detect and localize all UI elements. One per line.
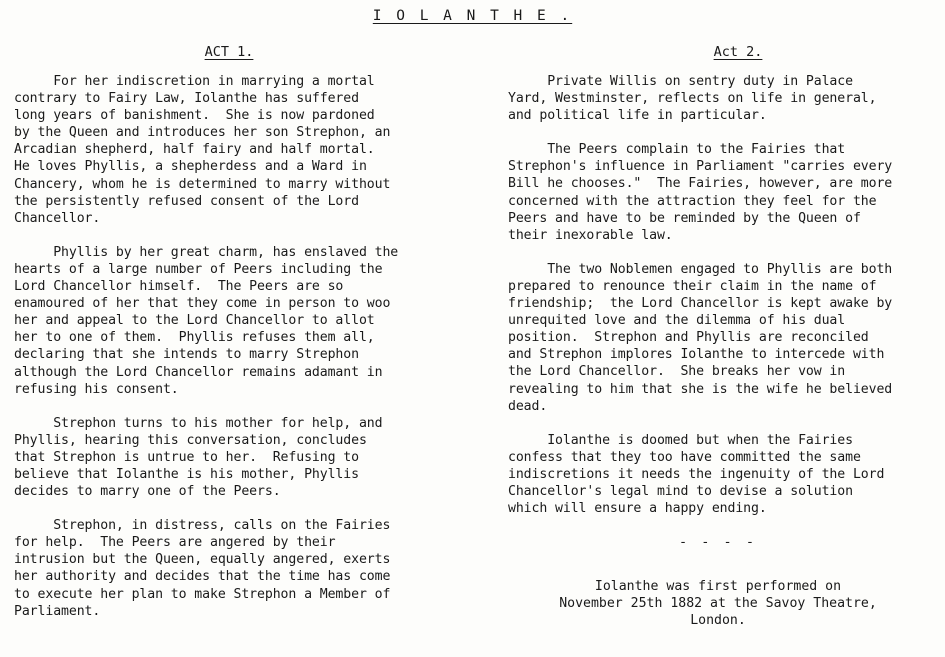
section-separator: - - - - <box>679 534 757 551</box>
act-2-paragraph: Private Willis on sentry duty in Palace Yard, Westminster, reflects on life in general, and political life in particular. <box>508 74 877 124</box>
act-2-paragraph: The two Noblemen engaged to Phyllis are both prepared to renounce their claim in the name of friendship; the Lord Chancellor is kept awake by unrequited love and the dilemma of his dual position. Strephon and Phyllis are reconciled and Strephon implores Iolanthe to intercede with the Lord Chancellor. She breaks her vow in revealing to him that she is the wife he believed dead. <box>508 261 893 414</box>
act-2-column <box>508 44 928 629</box>
act-1-column <box>14 44 434 637</box>
act-1-paragraph: Strephon, in distress, calls on the Fairies for help. The Peers are angered by their intrusion but the Queen, equally angered, exerts her authority and decides that the time has come to execute her plan to make Strephon a Member of Parliament. <box>14 518 391 619</box>
act-2-heading: Act 2. <box>713 44 763 60</box>
document-title: I O L A N T H E . <box>372 8 573 24</box>
act-1-paragraph: Strephon turns to his mother for help, and Phyllis, hearing this conversation, concludes that Strephon is untrue to her. Refusing to believe that Iolanthe is his mother, Phyllis decides to marry one of the Peers. <box>14 415 383 500</box>
act-2-paragraph: Iolanthe is doomed but when the Fairies confess that they too have committed the same indiscretions it needs the ingenuity of the Lord Chancellor's legal mind to devise a solution which will ensure a happy ending. <box>508 432 885 517</box>
act-1-heading: ACT 1. <box>204 44 254 60</box>
act-1-paragraph: Phyllis by her great charm, has enslaved the hearts of a large number of Peers including the Lord Chancellor himself. The Peers are so enamoured of her that they come in person to woo her and appeal to the Lord Chancellor to allot her to one of them. Phyllis refuses them all, declaring that she intends to marry Strephon although the Lord Chancellor remains adamant in refusing his consent. <box>14 244 399 397</box>
premiere-note: Iolanthe was first performed on November 25th 1882 at the Savoy Theatre, London. <box>559 579 877 629</box>
act-2-paragraph: The Peers complain to the Fairies that Strephon's influence in Parliament "carries every Bill he chooses." The Fairies, however, are more concerned with the attraction they feel for the Peers and have to be reminded by the Queen of their inexorable law. <box>508 142 893 243</box>
act-1-paragraph: For her indiscretion in marrying a mortal contrary to Fairy Law, Iolanthe has suffered long years of banishment. She is now pardoned by the Queen and introduces her son Strephon, an Arcadian shepherd, half fairy and half mortal. He loves Phyllis, a shepherdess and a Ward in Chancery, whom he is determined to marry without the persistently refused consent of the Lord Chancellor. <box>14 74 391 226</box>
